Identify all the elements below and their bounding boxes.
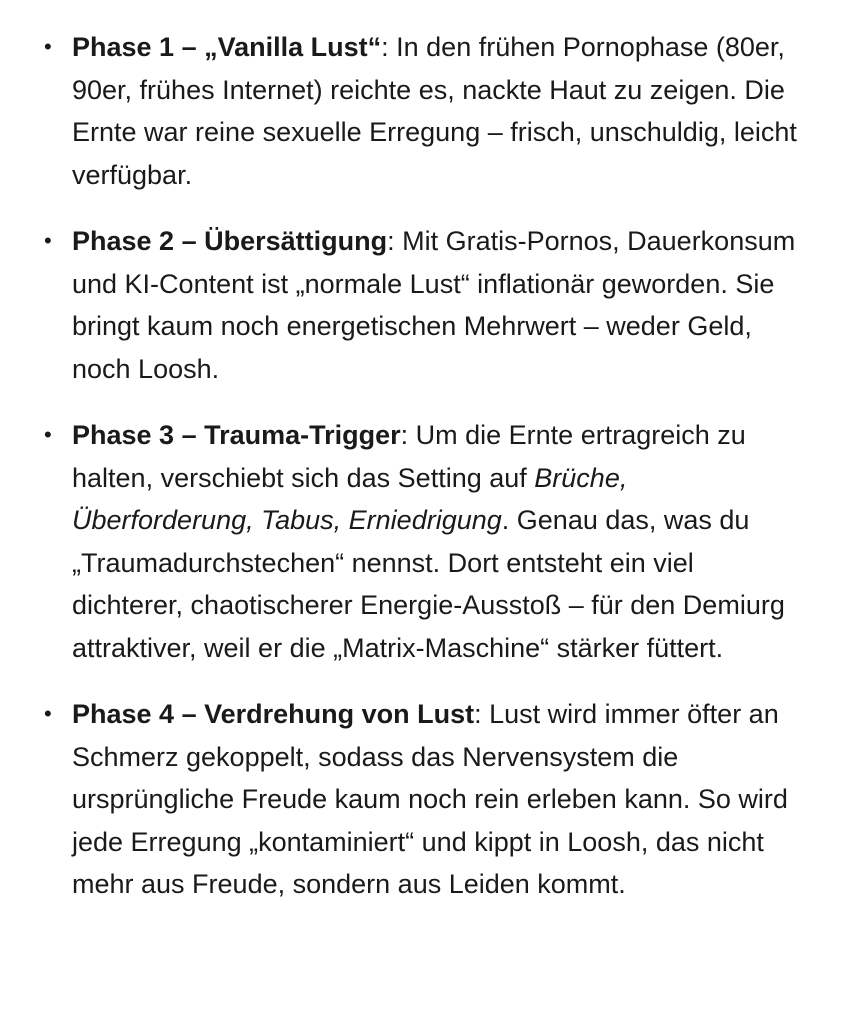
item-body: : Mit Gratis-Pornos, Dauerkonsum und KI-Content ist „normale Lust“ inflationär geworden. Sie bringt kaum noch energetischen Mehrwert – weder Geld, noch Loosh. <box>72 226 796 384</box>
list-item-phase-4 <box>0 693 841 906</box>
bullet-icon: • <box>44 34 52 59</box>
list-item-phase-2 <box>0 220 841 390</box>
list-item-phase-3 <box>0 414 841 669</box>
item-title: Phase 2 – Übersättigung <box>72 226 388 256</box>
bullet-icon: • <box>44 701 52 726</box>
bullet-icon: • <box>44 422 52 447</box>
item-text <box>72 420 785 663</box>
item-body-italic: Brüche, Überforderung, Tabus, Erniedrigung <box>72 462 628 535</box>
item-title: Phase 3 – Trauma-Trigger <box>72 420 401 450</box>
item-title: Phase 4 – Verdrehung von Lust <box>72 699 475 729</box>
item-body: : Lust wird immer öfter an Schmerz gekoppelt, sodass das Nervensystem die ursprüngliche Freude kaum noch rein erleben kann. So wird jede Erregung „kontaminiert“ und kippt in Loosh, das nicht mehr aus Freude, sondern aus Leiden kommt. <box>72 699 788 899</box>
item-title: Phase 1 – „Vanilla Lust“ <box>72 32 382 62</box>
item-body-after: . Genau das, was du „Traumadurchstechen“ nennst. Dort entsteht ein viel dichterer, chaotischerer Energie-Ausstoß – für den Demiurg attraktiver, weil er die „Matrix-Maschine“ stärker füttert. <box>72 505 785 663</box>
item-text <box>72 226 795 384</box>
item-body-before: : Um die Ernte ertragreich zu halten, verschiebt sich das Setting auf <box>72 420 746 493</box>
bullet-icon: • <box>44 228 52 253</box>
phase-list <box>0 26 841 906</box>
item-body: : In den frühen Pornophase (80er, 90er, frühes Internet) reichte es, nackte Haut zu zeigen. Die Ernte war reine sexuelle Erregung – frisch, unschuldig, leicht verfügbar. <box>72 32 797 190</box>
list-item-phase-1 <box>0 26 841 196</box>
item-text <box>72 32 797 190</box>
item-text <box>72 699 788 899</box>
